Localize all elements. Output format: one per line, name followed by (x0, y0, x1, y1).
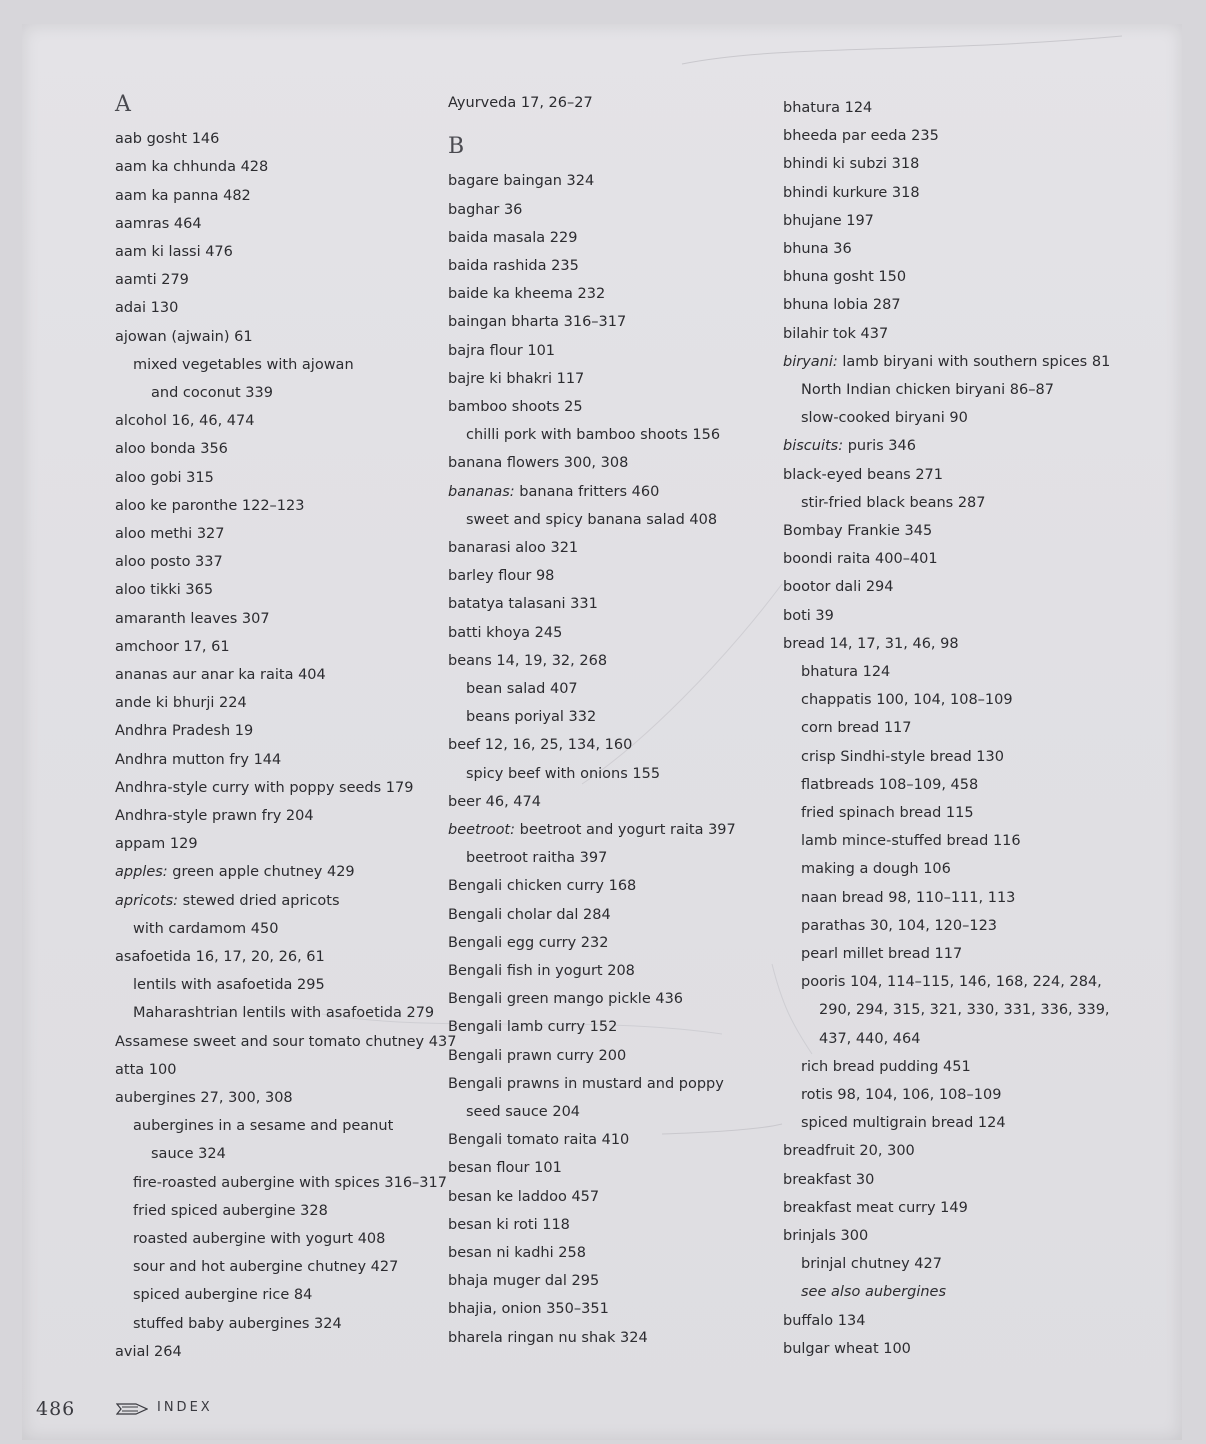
index-entry: Ayurveda 17, 26–27 (448, 95, 593, 111)
index-entry: breadfruit 20, 300 (783, 1143, 915, 1160)
index-subentry: naan bread 98, 110–111, 113 (801, 889, 1016, 906)
index-entry: Andhra-style curry with poppy seeds 179 (115, 779, 414, 796)
index-entry: aloo posto 337 (115, 554, 223, 571)
index-entry: adai 130 (115, 300, 179, 317)
index-entry: bhindi kurkure 318 (783, 184, 920, 201)
entry-text: stewed dried apricots (178, 892, 340, 909)
index-entry (448, 821, 736, 839)
entry-category-lead: bananas: (448, 483, 515, 500)
index-entry: baingan bharta 316–317 (448, 314, 627, 331)
index-subentry: chilli pork with bamboo shoots 156 (466, 427, 721, 444)
index-entry-continuation: 437, 440, 464 (819, 1030, 921, 1047)
index-subentry: flatbreads 108–109, 458 (801, 776, 979, 793)
index-entry: aubergines 27, 300, 308 (115, 1090, 293, 1106)
index-entry: beef 12, 16, 25, 134, 160 (448, 737, 633, 754)
index-subentry: aubergines in a sesame and peanut (133, 1118, 394, 1135)
index-subentry: rotis 98, 104, 106, 108–109 (801, 1087, 1002, 1103)
index-entry: batatya talasani 331 (448, 596, 598, 613)
index-entry: baida rashida 235 (448, 258, 579, 274)
index-entry: batti khoya 245 (448, 624, 563, 641)
index-entry: Andhra mutton fry 144 (115, 751, 282, 768)
index-entry: aloo methi 327 (115, 526, 225, 542)
index-entry: besan ni kadhi 258 (448, 1245, 586, 1261)
index-subentry: Maharashtrian lentils with asafoetida 279 (133, 1005, 435, 1022)
index-entry: amchoor 17, 61 (115, 638, 230, 655)
index-entry: beer 46, 474 (448, 793, 541, 810)
index-entry: appam 129 (115, 836, 198, 853)
index-entry: bhuna 36 (783, 241, 852, 257)
index-entry: aloo gobi 315 (115, 469, 214, 486)
entry-text: lamb biryani with southern spices 81 (837, 353, 1111, 370)
entry-text: beetroot and yogurt raita 397 (515, 822, 736, 838)
index-entry: aam ka panna 482 (115, 187, 251, 204)
entry-category-lead: biryani: (783, 353, 838, 370)
index-entry: bajra flour 101 (448, 342, 556, 359)
index-subentry: sweet and spicy banana salad 408 (466, 511, 718, 528)
index-entry (115, 863, 355, 881)
index-entry: atta 100 (115, 1061, 177, 1078)
index-subentry: see also aubergines (801, 1284, 947, 1301)
index-entry: aamras 464 (115, 215, 202, 232)
index-entry: bharela ringan nu shak 324 (448, 1329, 648, 1346)
index-entry: bamboo shoots 25 (448, 399, 583, 415)
index-subentry: stir-fried black beans 287 (801, 494, 986, 511)
index-entry: Andhra Pradesh 19 (115, 723, 254, 740)
index-entry: asafoetida 16, 17, 20, 26, 61 (115, 949, 325, 965)
index-entry: aloo ke paronthe 122–123 (115, 497, 305, 514)
index-entry: bagare baingan 324 (448, 173, 595, 190)
index-entry: beans 14, 19, 32, 268 (448, 652, 608, 669)
index-entry: baida masala 229 (448, 229, 578, 246)
index-entry: besan flour 101 (448, 1160, 562, 1177)
index-entry: besan ke laddoo 457 (448, 1188, 600, 1205)
index-entry: boti 39 (783, 607, 834, 624)
index-entry: ananas aur anar ka raita 404 (115, 667, 326, 683)
index-entry: bhindi ki subzi 318 (783, 156, 920, 173)
index-subentry: spiced multigrain bread 124 (801, 1115, 1006, 1132)
index-subentry: seed sauce 204 (466, 1104, 581, 1120)
index-entry: aloo tikki 365 (115, 582, 214, 599)
index-subentry: pearl millet bread 117 (801, 946, 963, 962)
index-entry: bhaja muger dal 295 (448, 1273, 600, 1290)
index-entry: Bengali fish in yogurt 208 (448, 963, 635, 979)
index-entry (783, 353, 1110, 371)
index-entry: ande ki bhurji 224 (115, 695, 247, 712)
index-entry: Bombay Frankie 345 (783, 523, 933, 539)
index-subentry: sour and hot aubergine chutney 427 (133, 1259, 399, 1276)
entry-category-lead: apricots: (115, 892, 179, 909)
index-subentry: stuffed baby aubergines 324 (133, 1315, 342, 1332)
index-entry: Bengali prawns in mustard and poppy (448, 1075, 724, 1092)
index-entry: Andhra-style prawn fry 204 (115, 808, 314, 824)
index-entry: banarasi aloo 321 (448, 540, 579, 556)
index-entry: bhajia, onion 350–351 (448, 1301, 609, 1318)
index-entry: besan ki roti 118 (448, 1216, 570, 1233)
index-subentry: pooris 104, 114–115, 146, 168, 224, 284, (801, 974, 1102, 991)
index-entry: alcohol 16, 46, 474 (115, 413, 255, 430)
index-entry: bhuna lobia 287 (783, 297, 901, 314)
section-letter: B (448, 134, 465, 160)
index-entry (783, 437, 916, 455)
index-entry: bootor dali 294 (783, 579, 894, 596)
index-subentry: making a dough 106 (801, 861, 951, 878)
index-entry: aloo bonda 356 (115, 441, 228, 458)
index-subentry: crisp Sindhi-style bread 130 (801, 748, 1004, 765)
entry-text: banana fritters 460 (514, 483, 660, 500)
index-entry: bhuna gosht 150 (783, 269, 907, 286)
index-subentry: lentils with asafoetida 295 (133, 977, 325, 994)
index-subentry: beetroot raitha 397 (466, 850, 608, 867)
index-entry: amaranth leaves 307 (115, 610, 270, 627)
index-subentry: parathas 30, 104, 120–123 (801, 917, 998, 934)
index-entry (115, 892, 340, 910)
entry-text: puris 346 (843, 438, 916, 455)
index-entry: Bengali cholar dal 284 (448, 906, 611, 923)
index-subentry: with cardamom 450 (133, 920, 279, 937)
index-entry: bilahir tok 437 (783, 325, 889, 342)
index-entry: buffalo 134 (783, 1312, 866, 1329)
index-entry: Bengali egg curry 232 (448, 934, 609, 951)
index-entry: bulgar wheat 100 (783, 1340, 911, 1357)
index-subentry: mixed vegetables with ajowan (133, 356, 354, 373)
index-subentry: fried spiced aubergine 328 (133, 1202, 328, 1219)
index-subentry: spiced aubergine rice 84 (133, 1287, 313, 1304)
index-entry: ajowan (ajwain) 61 (115, 328, 253, 345)
index-subentry: fried spinach bread 115 (801, 805, 974, 821)
entry-category-lead: apples: (115, 864, 168, 881)
index-entry: aab gosht 146 (115, 131, 220, 148)
index-entry: breakfast meat curry 149 (783, 1199, 968, 1216)
index-entry: boondi raita 400–401 (783, 551, 938, 568)
index-entry: Bengali chicken curry 168 (448, 878, 637, 895)
index-entry: Bengali lamb curry 152 (448, 1019, 618, 1036)
index-entry: black-eyed beans 271 (783, 466, 943, 483)
index-subentry: corn bread 117 (801, 720, 912, 737)
index-entry: banana flowers 300, 308 (448, 455, 629, 472)
index-entry: bhujane 197 (783, 212, 874, 229)
index-subentry: slow-cooked biryani 90 (801, 410, 968, 427)
index-entry: Bengali prawn curry 200 (448, 1047, 627, 1064)
index-subentry: bean salad 407 (466, 681, 578, 697)
section-label: INDEX (157, 1400, 213, 1415)
index-subentry: spicy beef with onions 155 (466, 765, 661, 782)
section-letter: A (115, 92, 131, 117)
index-entry: Bengali tomato raita 410 (448, 1132, 630, 1149)
index-subentry: fire-roasted aubergine with spices 316–317 (133, 1174, 447, 1191)
index-subentry: roasted aubergine with yogurt 408 (133, 1231, 386, 1247)
index-entry: brinjals 300 (783, 1228, 869, 1244)
arrow-ornament-icon (116, 1402, 148, 1416)
index-page (22, 24, 1182, 1440)
index-entry: barley flour 98 (448, 568, 555, 585)
entry-category-lead: biscuits: (783, 438, 844, 455)
index-subentry: North Indian chicken biryani 86–87 (801, 382, 1054, 398)
index-entry-continuation: 290, 294, 315, 321, 330, 331, 336, 339, (819, 1002, 1110, 1019)
index-entry (448, 483, 659, 501)
index-entry: bheeda par eeda 235 (783, 128, 939, 145)
index-entry: baide ka kheema 232 (448, 286, 606, 303)
index-entry: baghar 36 (448, 201, 523, 218)
index-subentry: beans poriyal 332 (466, 709, 597, 726)
index-entry-continuation: and coconut 339 (151, 385, 273, 401)
entry-text: green apple chutney 429 (167, 864, 355, 881)
index-entry: aamti 279 (115, 272, 189, 289)
index-subentry: rich bread pudding 451 (801, 1058, 971, 1075)
index-subentry: lamb mince-stuffed bread 116 (801, 833, 1021, 850)
page-number: 486 (36, 1398, 76, 1420)
index-entry: aam ki lassi 476 (115, 244, 233, 260)
index-subentry: chappatis 100, 104, 108–109 (801, 692, 1013, 709)
index-entry: bhatura 124 (783, 100, 873, 116)
index-subentry: bhatura 124 (801, 664, 891, 680)
index-subentry: brinjal chutney 427 (801, 1256, 942, 1273)
index-entry: bajre ki bhakri 117 (448, 370, 585, 387)
index-entry: avial 264 (115, 1343, 182, 1360)
index-entry: breakfast 30 (783, 1171, 875, 1188)
index-entry: Bengali green mango pickle 436 (448, 991, 684, 1008)
index-entry-continuation: sauce 324 (151, 1146, 226, 1163)
index-entry: aam ka chhunda 428 (115, 159, 269, 176)
index-entry: Assamese sweet and sour tomato chutney 437 (115, 1033, 457, 1050)
index-entry: bread 14, 17, 31, 46, 98 (783, 635, 959, 652)
entry-category-lead: beetroot: (448, 822, 516, 838)
